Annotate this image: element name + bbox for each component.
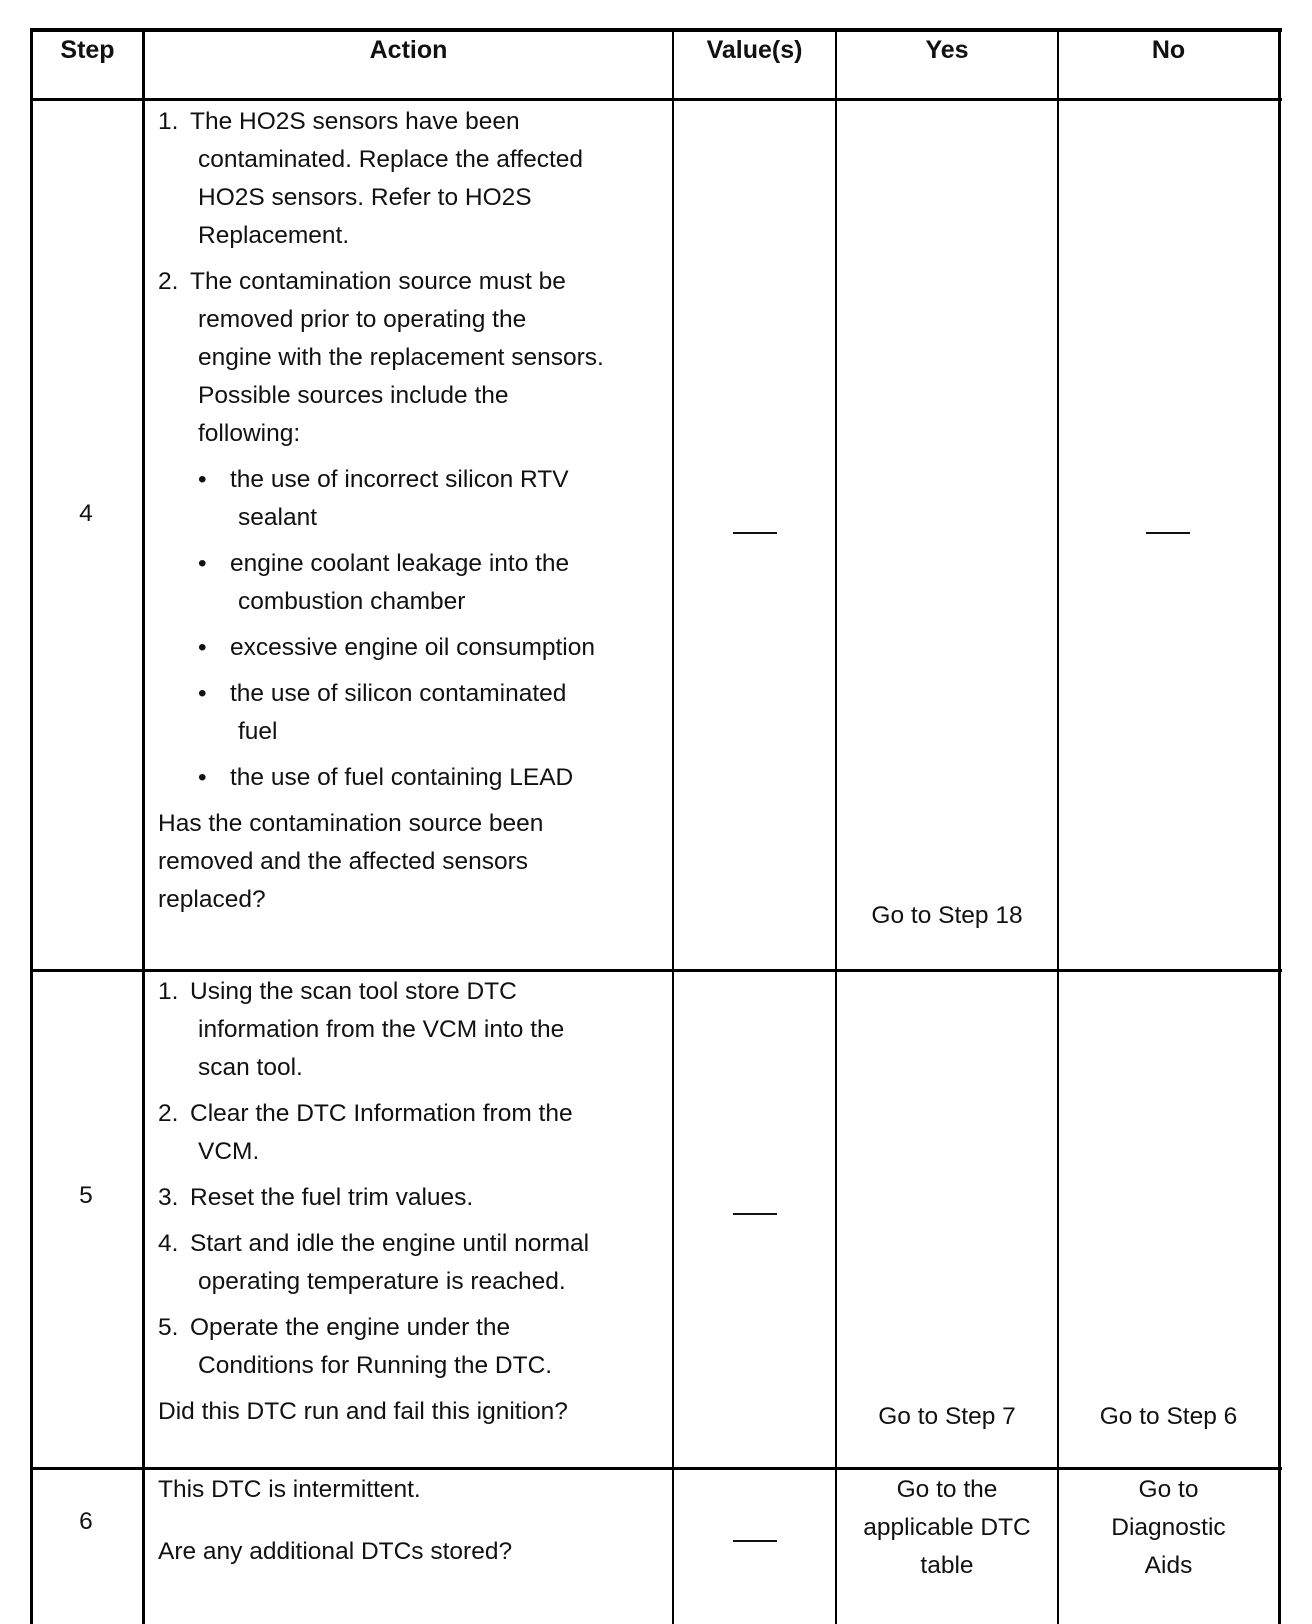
item-text: information from the VCM into the xyxy=(198,1016,565,1043)
row4-bottom-border xyxy=(30,969,1282,972)
table-left-border xyxy=(30,28,33,1624)
bullet-item xyxy=(158,675,670,751)
question-text: replaced? xyxy=(158,886,266,913)
bullet-text: engine coolant leakage into the xyxy=(230,550,570,577)
item-text: removed prior to operating the xyxy=(198,306,527,333)
item-number: 4. xyxy=(158,1230,179,1257)
row5-bottom-border xyxy=(30,1467,1282,1470)
question-text: removed and the affected sensors xyxy=(158,848,529,875)
bullet-text: the use of silicon contaminated xyxy=(230,680,567,707)
bullet-glyph: • xyxy=(198,466,207,493)
bullet-glyph: • xyxy=(198,764,207,791)
step-number: 4 xyxy=(79,500,93,527)
item-text: Conditions for Running the DTC. xyxy=(198,1352,553,1379)
list-item xyxy=(158,1225,670,1301)
row6-action xyxy=(158,1471,670,1571)
header-values: Value(s) xyxy=(706,36,803,64)
list-item xyxy=(158,1309,670,1385)
step-number: 6 xyxy=(79,1508,93,1535)
bullet-item xyxy=(158,461,670,537)
no-line: Diagnostic xyxy=(1111,1514,1226,1541)
item-text: operating temperature is reached. xyxy=(198,1268,566,1295)
yes-action xyxy=(837,1471,1057,1585)
item-text: VCM. xyxy=(198,1138,260,1165)
item-text: engine with the replacement sensors. xyxy=(198,344,604,371)
bullet-item xyxy=(158,759,670,797)
item-number: 5. xyxy=(158,1314,179,1341)
step-number: 5 xyxy=(79,1182,93,1209)
item-text: contaminated. Replace the affected xyxy=(198,146,584,173)
item-text: Clear the DTC Information from the xyxy=(190,1100,573,1127)
item-text: Possible sources include the xyxy=(198,382,509,409)
no-action: Go to Step 6 xyxy=(1099,1403,1238,1430)
bullet-text: fuel xyxy=(238,718,278,745)
values-dash xyxy=(733,1540,777,1542)
list-item xyxy=(158,263,670,453)
item-text: The contamination source must be xyxy=(190,268,566,295)
header-yes: Yes xyxy=(925,36,969,64)
item-number: 2. xyxy=(158,268,179,295)
table-right-border xyxy=(1278,28,1281,1624)
yes-action: Go to Step 18 xyxy=(871,902,1023,929)
no-line: Aids xyxy=(1144,1552,1193,1579)
header-no: No xyxy=(1151,36,1186,64)
no-action xyxy=(1059,1471,1278,1585)
bullet-glyph: • xyxy=(198,550,207,577)
item-text: scan tool. xyxy=(198,1054,303,1081)
item-text: HO2S sensors. Refer to HO2S xyxy=(198,184,532,211)
values-dash xyxy=(733,532,777,534)
yes-line: Go to the xyxy=(896,1476,998,1503)
list-item xyxy=(158,1179,670,1217)
item-text: Operate the engine under the xyxy=(190,1314,511,1341)
col-divider-values-yes xyxy=(835,28,837,1624)
bullet-text: the use of incorrect silicon RTV xyxy=(230,466,569,493)
col-divider-step-action xyxy=(142,28,145,1624)
bullet-text: the use of fuel containing LEAD xyxy=(230,764,574,791)
list-item xyxy=(158,103,670,255)
bullet-item xyxy=(158,629,670,667)
item-number: 3. xyxy=(158,1184,179,1211)
item-number: 1. xyxy=(158,978,179,1005)
item-text: Replacement. xyxy=(198,222,350,249)
bullet-text: sealant xyxy=(238,504,318,531)
question-text: Are any additional DTCs stored? xyxy=(158,1538,513,1565)
item-text: The HO2S sensors have been xyxy=(190,108,520,135)
col-divider-yes-no xyxy=(1057,28,1059,1624)
header-step: Step xyxy=(60,36,115,64)
bullet-text: combustion chamber xyxy=(238,588,466,615)
yes-line: applicable DTC xyxy=(863,1514,1031,1541)
question-text: Has the contamination source been xyxy=(158,810,544,837)
question-text: Did this DTC run and fail this ignition? xyxy=(158,1398,568,1425)
bullet-glyph: • xyxy=(198,634,207,661)
bullet-text: excessive engine oil consumption xyxy=(230,634,595,661)
item-text: Using the scan tool store DTC xyxy=(190,978,517,1005)
yes-action: Go to Step 7 xyxy=(878,1403,1016,1430)
item-text: Start and idle the engine until normal xyxy=(190,1230,590,1257)
yes-line: table xyxy=(920,1552,974,1579)
item-number: 2. xyxy=(158,1100,179,1127)
header-action: Action xyxy=(369,36,448,64)
item-text: Reset the fuel trim values. xyxy=(190,1184,474,1211)
statement-text: This DTC is intermittent. xyxy=(158,1476,421,1503)
no-line: Go to xyxy=(1138,1476,1199,1503)
bullet-glyph: • xyxy=(198,680,207,707)
list-item xyxy=(158,1095,670,1171)
row5-action xyxy=(158,973,670,1431)
bullet-item xyxy=(158,545,670,621)
list-item xyxy=(158,973,670,1087)
row4-action xyxy=(158,103,670,919)
item-text: following: xyxy=(198,420,301,447)
col-divider-action-values xyxy=(672,28,674,1624)
values-dash xyxy=(733,1213,777,1215)
no-dash xyxy=(1146,532,1190,534)
item-number: 1. xyxy=(158,108,179,135)
